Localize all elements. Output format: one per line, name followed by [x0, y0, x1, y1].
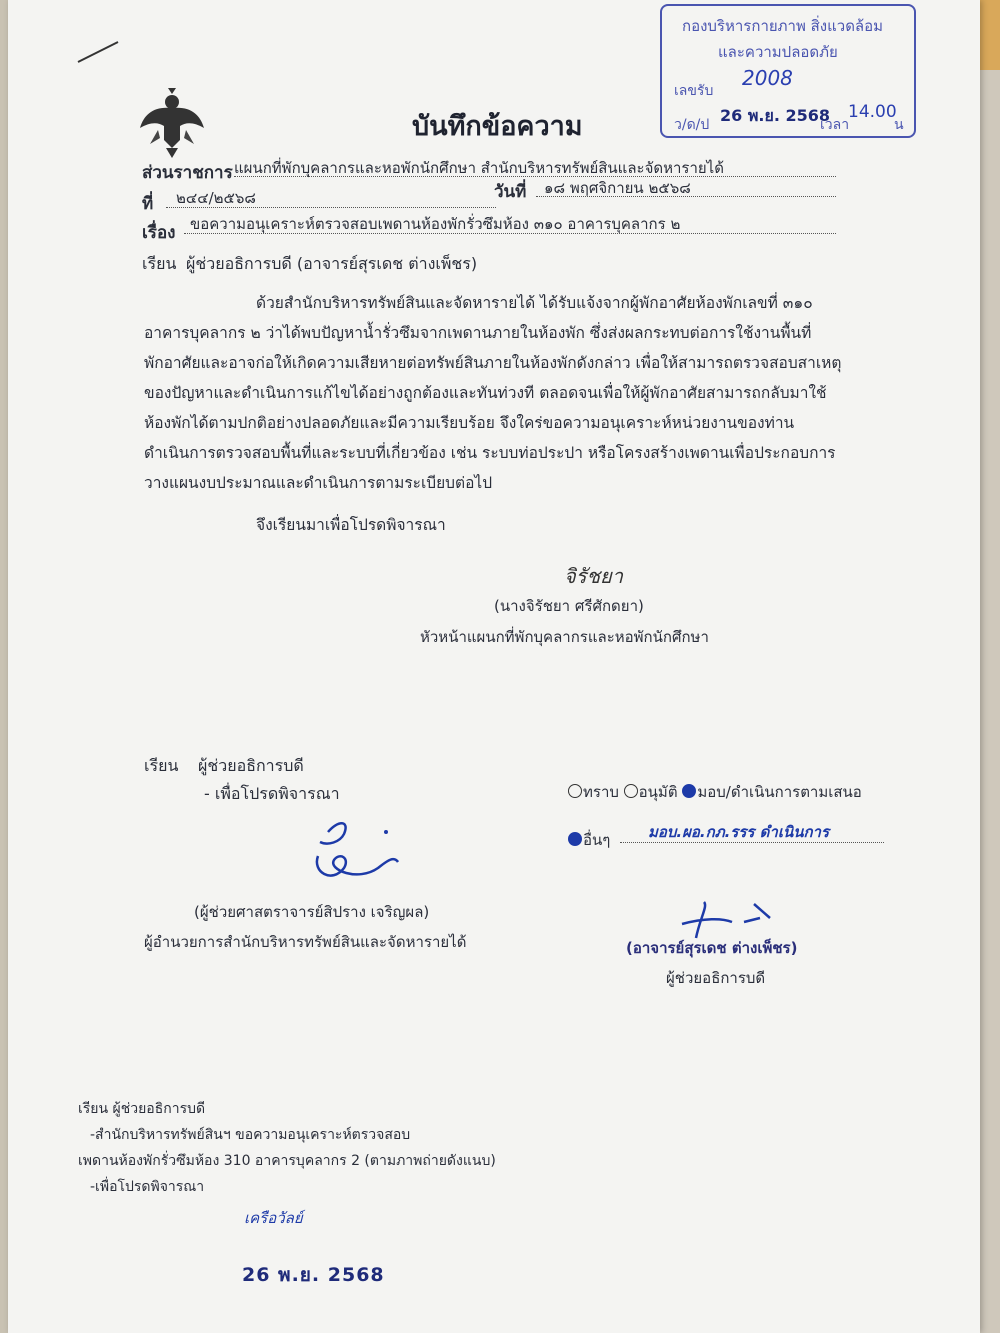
- closing-line: จึงเรียนมาเพื่อโปรดพิจารณา: [256, 516, 446, 534]
- date-value: ๑๘ พฤศจิกายน ๒๕๖๘: [544, 179, 691, 197]
- salutation-label: เรียน: [142, 254, 177, 273]
- stamp-org-line1: กองบริหารกายภาพ สิ่งแวดล้อม: [682, 17, 884, 35]
- stamp-receive-label: เลขรับ: [674, 83, 714, 99]
- option-approve-label: อนุมัติ: [638, 783, 678, 801]
- salutation-value: ผู้ช่วยอธิการบดี (อาจารย์สุรเดช ต่างเพ็ชร): [186, 254, 478, 273]
- stamp-time-value: 14.00: [848, 102, 897, 122]
- stamp-time-unit: น: [894, 117, 904, 133]
- endorse2-other: [568, 828, 610, 852]
- date-label: วันที่: [494, 182, 527, 202]
- subject-value: ขอความอนุเคราะห์ตรวจสอบเพดานห้องพักรั่วซึมห้อง ๓๑๐ อาคารบุคลากร ๒: [190, 215, 681, 233]
- stamp-time-label: เวลา: [820, 117, 850, 133]
- body-line-3: พักอาศัยและอาจก่อให้เกิดความเสียหายต่อทรัพย์สินภายในห้องพักดังกล่าว เพื่อให้สามารถตรวจสอบสาเหตุ: [144, 354, 842, 372]
- endorse2-name: (อาจารย์สุรเดช ต่างเพ็ชร): [626, 939, 798, 957]
- stamp-date-value: 26 พ.ย. 2568: [720, 106, 831, 125]
- endorse2-other-value: มอบ.ผอ.กภ.รรร ดำเนินการ: [648, 823, 830, 841]
- option-assign-label: มอบ/ดำเนินการตามเสนอ: [697, 783, 862, 801]
- option-other-circle: [568, 832, 582, 846]
- body-line-1: ด้วยสำนักบริหารทรัพย์สินและจัดหารายได้ ได้รับแจ้งจากผู้พักอาศัยห้องพักเลขที่ ๓๑๐: [256, 294, 813, 312]
- garuda-emblem-icon: [136, 88, 208, 160]
- endorse1-name: (ผู้ช่วยศาสตราจารย์สิปราง เจริญผล): [194, 903, 430, 921]
- endorse1-position: ผู้อำนวยการสำนักบริหารทรัพย์สินและจัดหารายได้: [144, 933, 467, 951]
- receive-stamp: [660, 4, 916, 138]
- dept-label: ส่วนราชการ: [142, 163, 233, 183]
- stamp-org-line2: และความปลอดภัย: [718, 43, 838, 61]
- endorse3-line4: -เพื่อโปรดพิจารณา: [90, 1179, 205, 1195]
- pen-mark: [74, 36, 124, 66]
- signer1-name: (นางจิรัชยา ศรีศักดยา): [494, 597, 644, 615]
- endorse3-line2: -สำนักบริหารทรัพย์สินฯ ขอความอนุเคราะห์ตรวจสอบ: [90, 1127, 411, 1143]
- doc-number-label: ที่: [142, 194, 154, 214]
- endorse2-position: ผู้ช่วยอธิการบดี: [666, 969, 766, 987]
- endorse1-label: เรียน: [144, 756, 179, 775]
- memo-title: บันทึกข้อความ: [412, 111, 583, 142]
- endorse1-to: ผู้ช่วยอธิการบดี: [198, 756, 304, 775]
- option-approve-circle: [624, 784, 638, 798]
- endorse1-note: - เพื่อโปรดพิจารณา: [204, 784, 340, 803]
- subject-label: เรื่อง: [142, 223, 176, 243]
- memo-paper: [8, 0, 980, 1333]
- option-assign-circle: [682, 784, 696, 798]
- option-acknowledge-label: ทราบ: [583, 783, 619, 801]
- doc-number-value: ๒๔๔/๒๕๖๘: [176, 189, 256, 207]
- option-other-label: อื่นๆ: [583, 831, 611, 849]
- endorse3-initials: เครือวัลย์: [244, 1209, 303, 1227]
- body-line-4: ของปัญหาและดำเนินการแก้ไขได้อย่างถูกต้องและทันท่วงที ตลอดจนเพื่อให้ผู้พักอาศัยสามารถกลับมาใช้: [144, 384, 827, 402]
- body-line-6: ดำเนินการตรวจสอบพื้นที่และระบบที่เกี่ยวข้อง เช่น ระบบท่อประปา หรือโครงสร้างเพดานเพื่อประกอบการ: [144, 444, 836, 462]
- endorse3-line3: เพดานห้องพักรั่วซึมห้อง 310 อาคารบุคลากร 2 (ตามภาพถ่ายดังแนบ): [78, 1153, 496, 1169]
- signer1-signature: จิรัชยา: [564, 564, 623, 588]
- endorse3-date-stamp: 26 พ.ย. 2568: [242, 1264, 385, 1286]
- stamp-receive-number: 2008: [742, 66, 793, 90]
- body-line-5: ห้องพักได้ตามปกติอย่างปลอดภัยและมีความเรียบร้อย จึงใคร่ขอความอนุเคราะห์หน่วยงานของท่าน: [144, 414, 795, 432]
- option-acknowledge-circle: [568, 784, 582, 798]
- dept-value: แผนกที่พักบุคลากรและหอพักนักศึกษา สำนักบริหารทรัพย์สินและจัดหารายได้: [234, 159, 724, 177]
- body-line-2: อาคารบุคลากร ๒ ว่าได้พบปัญหาน้ำรั่วซึมจากเพดานภายในห้องพัก ซึ่งส่งผลกระทบต่อการใช้งานพื้นที่: [144, 324, 812, 342]
- signer1-position: หัวหน้าแผนกที่พักบุคลากรและหอพักนักศึกษา: [420, 628, 709, 646]
- stamp-date-label: ว/ด/ป: [674, 117, 710, 133]
- body-line-7: วางแผนงบประมาณและดำเนินการตามระเบียบต่อไป: [144, 474, 493, 492]
- director-signature: [298, 812, 408, 892]
- endorse2-options: [568, 780, 862, 804]
- endorse3-line1: เรียน ผู้ช่วยอธิการบดี: [78, 1101, 206, 1117]
